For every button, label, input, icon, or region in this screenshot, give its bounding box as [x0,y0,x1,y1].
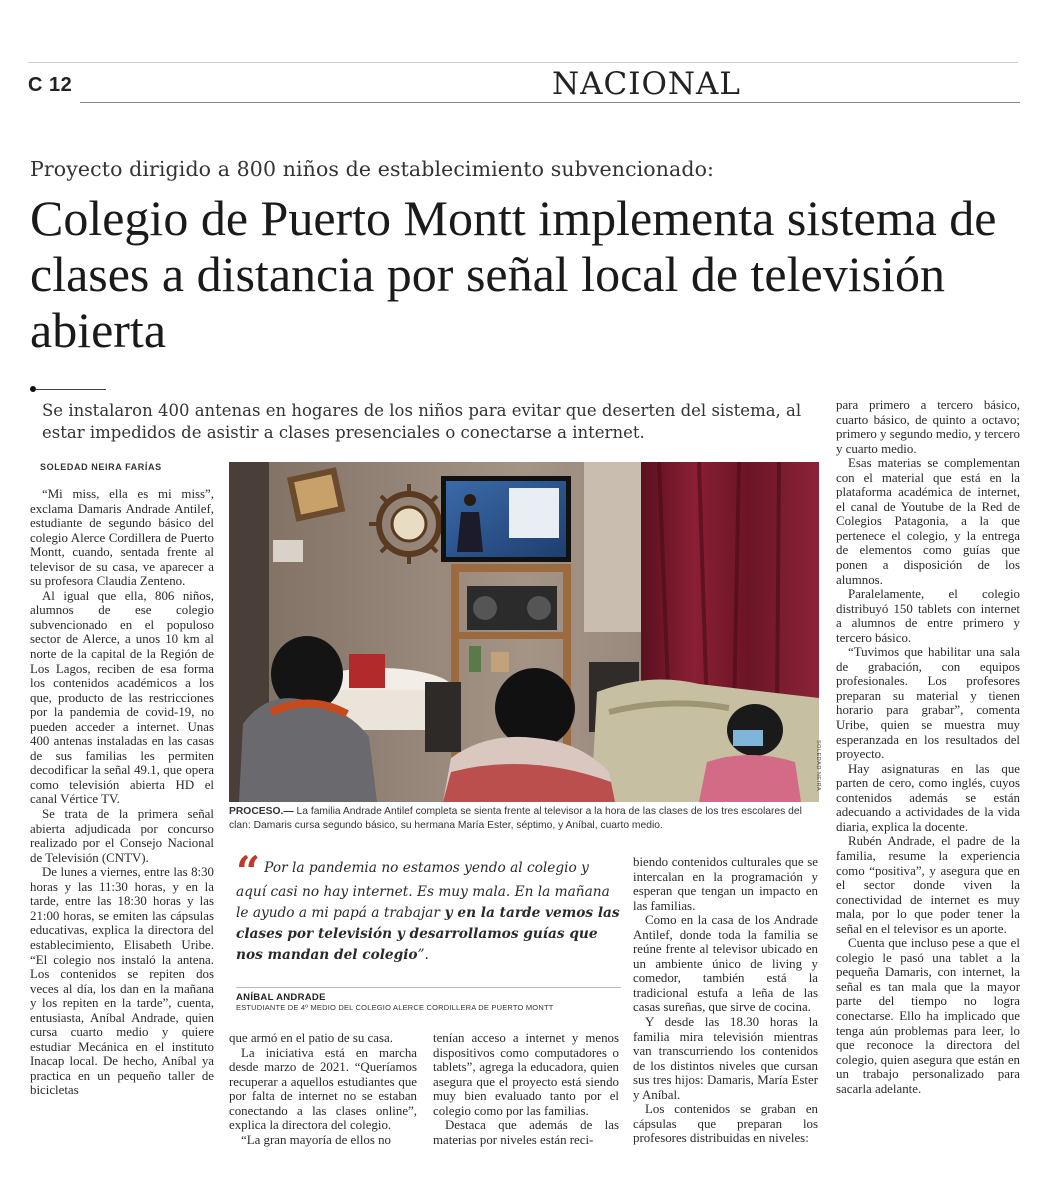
paragraph: Los contenidos se graban en cápsulas que preparan los profesores distribuidas en niveles: [633,1102,818,1146]
body-column-3 [433,1031,619,1147]
photo-credit: SOLEDAD NEIRA [815,740,821,792]
paragraph: De lunes a viernes, entre las 8:30 horas y las 11:30 horas, y en la tarde, entre las 18:30 horas y las 21:00 horas, se emiten las cápsulas educativas, explica la directora del establecimiento, Elisabeth Uribe. “El colegio nos instaló la antena. Los contenidos se repiten dos veces al día, los dan en la mañana y los repiten en la tarde”, cuenta, entusiasta, Aníbal Andrade, quien cursa cuarto medio y quiere estudiar Mecánica en el instituto Inacap local. De hecho, Aníbal ya practica en un pequeño taller de bicicletas [30,865,214,1098]
paragraph: Se trata de la primera señal abierta adjudicada por concurso realizado por el Consejo Nacional de Televisión (CNTV). [30,807,214,865]
pull-quote [236,847,621,966]
quote-end: ”. [417,947,429,963]
quote-mark-icon: “ [236,847,261,896]
article-kicker: Proyecto dirigido a 800 niños de establecimiento subvencionado: [30,157,715,181]
paragraph: Como en la casa de los Andrade Antilef, donde toda la familia se reúne frente al televisor ubicado en un ambiente único de living y comedor, también está la tradicional estufa a leña de las casas sureñas, que sirve de cocina. [633,913,818,1015]
bullet-rule [36,389,106,390]
section-rule [80,102,1020,103]
paragraph: biendo contenidos culturales que se intercalan en la programación y esperan que tengan un impacto en las familias. [633,855,818,913]
paragraph: tenían acceso a internet y menos dispositivos como computadores o tablets”, agrega la educadora, quien asegura que el proyecto está siendo muy bien evaluado tanto por el colegio como por las familias. [433,1031,619,1118]
paragraph: Destaca que además de las materias por niveles están reci- [433,1118,619,1147]
paragraph: para primero a tercero básico, cuarto básico, de quinto a octavo; primero y segundo medio, y tercero y cuarto medio. [836,398,1020,456]
caption-text: La familia Andrade Antilef completa se sienta frente al televisor a la hora de las clases de los tres escolares del clan: Damaris cursa segundo básico, su hermana María Ester, séptimo, y Aníbal, cuarto medio. [229,806,802,831]
quote-text-bold: y en la tarde vemos las clases por televisión y desarrollamos guías que nos mandan del colegio [236,905,620,963]
paragraph: que armó en el patio de su casa. [229,1031,393,1045]
byline: SOLEDAD NEIRA FARÍAS [40,462,162,472]
family-watching-tv-photo [229,462,819,802]
section-title: NACIONAL [552,66,741,102]
quote-text: Por la pandemia no estamos yendo al colegio y aquí casi no hay internet. Es muy mala. En la mañana le ayudo a mi papá a trabajar [236,860,610,921]
paragraph: Y desde las 18.30 horas la familia mira televisión mientras van transcurriendo los contenidos de los distintos niveles que cursan sus tres hijos: Damaris, María Ester y Aníbal. [633,1015,818,1102]
article-headline: Colegio de Puerto Montt implementa sistema de clases a distancia por señal local de televisión abierta [30,190,997,358]
article-deck: Se instalaron 400 antenas en hogares de los niños para evitar que deserten del sistema, al estar impedidos de asistir a clases presenciales o conectarse a internet. [42,401,802,442]
paragraph: Al igual que ella, 806 niños, alumnos de ese colegio subvencionado en el populoso sector de Alerce, a unos 10 km al norte de la capital de la Región de Los Lagos, reciben de esa forma los contenidos académicos a los que, producto de las restricciones por la pandemia de covid-19, no pueden acceder a internet. Unas 400 antenas instaladas en las casas de sus familias les permiten decodificar la señal 49.1, que opera como televisión abierta HD el canal Vértice TV. [30,588,214,807]
body-column-4 [633,855,818,1146]
paragraph: Cuenta que incluso pese a que el colegio le pasó una tablet a la pequeña Damaris, con internet, la señal es tan mala que la mayor parte del tiempo no logra conectarse. Ello ha implicado que tenga aún problemas para leer, lo que reconoce la directora del colegio, quien asegura que están en un trabajo personalizado para sacarla adelante. [836,936,1020,1096]
quote-rule [236,987,621,988]
page-number: C 12 [28,74,73,96]
body-column-1 [30,487,214,1098]
photo-caption [229,805,819,833]
paragraph: Esas materias se complementan con el material que está en la plataforma académica de internet, el canal de Youtube de la Red de Colegios Patagonia, a la que pertenece el colegio, y la entrega de elementos como guías que ponen a disposición de los alumnos. [836,456,1020,587]
top-rule [28,62,1018,63]
quote-attribution-role: ESTUDIANTE DE 4º MEDIO DEL COLEGIO ALERCE CORDILLERA DE PUERTO MONTT [236,1003,554,1012]
body-column-2 [229,1031,417,1147]
paragraph: “La gran mayoría de ellos no [241,1132,391,1147]
paragraph: Paralelamente, el colegio distribuyó 150 tablets con internet a alumnos de entre primero y tercero básico. [836,587,1020,645]
quote-attribution-name: ANÍBAL ANDRADE [236,992,326,1003]
caption-label: PROCESO.— [229,806,294,817]
paragraph: Rubén Andrade, el padre de la familia, resume la experiencia como “positiva”, y asegura que en el sector donde viven la conectividad de internet es muy mala, por lo que poder tener la señal en el televisor es un aporte. [836,834,1020,936]
paragraph: “Tuvimos que habilitar una sala de grabación, con equipos profesionales. Los profesores preparan su material y tienen horario para grabar”, comenta Uribe, quien se muestra muy esperanzada en los resultados del proyecto. [836,645,1020,762]
body-column-5 [836,398,1020,1096]
news-photo [229,462,819,802]
paragraph: La iniciativa está en marcha desde marzo de 2021. “Queríamos recuperar a aquellos estudiantes que por falta de internet no se estaban conectando a las clases online”, explica la directora del colegio. [229,1045,417,1133]
paragraph: “Mi miss, ella es mi miss”, exclama Damaris Andrade Antilef, estudiante de segundo básico del colegio Alerce Cordillera de Puerto Montt, cuando, sentada frente al televisor de su casa, ve aparecer a su profesora Claudia Zenteno. [30,487,214,589]
paragraph: Hay asignaturas en las que parten de cero, como inglés, cuyos contenidos además se están adecuando a actividades de la vida diaria, explica la docente. [836,761,1020,834]
